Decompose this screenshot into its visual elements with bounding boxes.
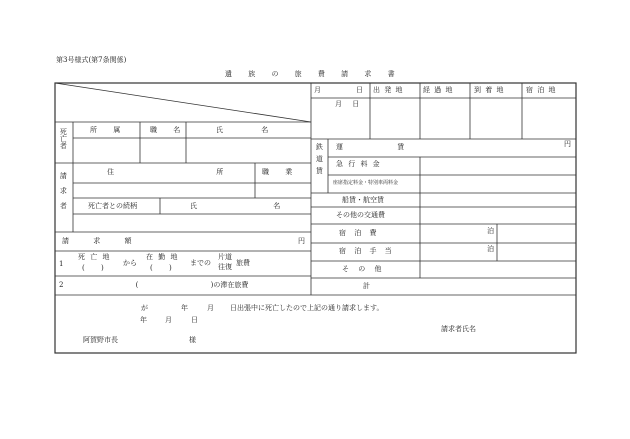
lodging-amount-field[interactable]: [498, 225, 575, 242]
row1-number: 1: [59, 260, 64, 268]
itinerary-stay-field[interactable]: [523, 99, 575, 138]
occupation-header: 職 業: [262, 168, 293, 176]
fare-label: 運 賃: [336, 143, 405, 151]
row2-stay-fare: 2 ( )の滞在旅費: [59, 281, 249, 289]
header-via: 経 過 地: [423, 86, 453, 94]
ship-air-fare-label: 船賃・航空賃: [342, 196, 384, 204]
date-year: 年: [140, 316, 147, 324]
other-transport-label: その他の交通費: [336, 211, 385, 219]
other-transport-field[interactable]: [421, 208, 575, 223]
lodging-haku-1: 泊: [487, 227, 494, 235]
reserved-seat-label: 座席指定料金・特別車両料金: [333, 180, 399, 186]
month-day-label: 月 日: [335, 100, 360, 108]
footer-month: 月: [207, 304, 214, 312]
date-day: 日: [191, 316, 198, 324]
deceased-post-field[interactable]: [141, 139, 185, 162]
claimant-name-label: 請求者氏名: [441, 325, 476, 333]
claimant-signature-field[interactable]: [485, 322, 570, 336]
reserved-seat-field[interactable]: [421, 176, 575, 192]
express-fee-label: 急 行 料 金: [336, 160, 380, 168]
address-header: 住 所: [107, 168, 224, 176]
relation-header: 死亡者との続柄: [88, 202, 137, 210]
row1-roundtrip[interactable]: 往復: [218, 263, 232, 271]
header-arrive: 到 着 地: [474, 86, 504, 94]
date-month: 月: [165, 316, 172, 324]
mayor-label: 阿賀野市長: [83, 336, 118, 344]
footer-statement: 日出張中に死亡したので上記の通り請求します。: [230, 304, 384, 312]
lodging-haku-2: 泊: [487, 245, 494, 253]
ship-air-fare-field[interactable]: [421, 194, 575, 206]
claimant-occupation-field[interactable]: [256, 184, 310, 197]
row1-death-place-paren: ( ): [82, 264, 104, 272]
row1-kara: から: [123, 259, 137, 267]
post-header: 職 名: [150, 126, 188, 134]
page-title: 遺 族 の 旅 費 請 求 書: [225, 70, 402, 78]
header-month: 月: [314, 86, 321, 94]
claimant-label: 請求者: [59, 172, 68, 217]
header-stay: 宿 泊 地: [526, 86, 556, 94]
fare-yen: 円: [564, 140, 571, 148]
row1-work-place-paren: ( ): [150, 264, 172, 272]
total-label: 計: [363, 282, 370, 290]
deceased-name-field[interactable]: [187, 139, 310, 162]
claim-amount-yen: 円: [298, 237, 305, 245]
row1-fare: 旅費: [236, 259, 250, 267]
itinerary-depart-field[interactable]: [371, 99, 419, 138]
deceased-label: 死亡者: [59, 128, 68, 149]
itinerary-via-field[interactable]: [421, 99, 469, 138]
row1-work-place: 在 勤 地: [146, 253, 178, 261]
lodging-allowance-nights-field[interactable]: [421, 244, 485, 260]
claim-amount-label: 請 求 額: [62, 237, 132, 245]
name-header: 氏 名: [216, 126, 269, 134]
itinerary-arrive-field[interactable]: [471, 99, 521, 138]
deceased-affiliation-field[interactable]: [74, 139, 139, 162]
rail-fare-label: 鉄道賃: [315, 143, 324, 179]
relation-field[interactable]: [74, 215, 159, 231]
row1-death-place: 死 亡 地: [78, 253, 110, 261]
footer-year: 年: [181, 304, 188, 312]
mayor-sama: 様: [189, 336, 196, 344]
header-day: 日: [356, 86, 363, 94]
fare-amount-field[interactable]: [421, 140, 575, 156]
express-fee-field[interactable]: [421, 158, 575, 174]
total-amount-field[interactable]: [421, 279, 575, 294]
others-label: そ の 他: [342, 265, 382, 273]
row1-made: までの: [190, 259, 211, 267]
itinerary-date-field[interactable]: [312, 112, 369, 138]
others-amount-field[interactable]: [421, 262, 575, 277]
lodging-allowance-amount-field[interactable]: [498, 244, 575, 260]
lodging-fee-label: 宿 泊 費: [339, 229, 377, 237]
row1-oneway[interactable]: 片道: [218, 253, 232, 261]
claimant-name-header: 氏 名: [190, 202, 281, 210]
header-depart: 出 発 地: [373, 86, 403, 94]
lodging-allowance-label: 宿 泊 手 当: [339, 247, 392, 255]
lodging-nights-field[interactable]: [421, 225, 485, 242]
footer-ga: が: [141, 304, 148, 312]
form-number: 第3号様式(第7条関係): [56, 56, 127, 64]
claimant-address-field[interactable]: [74, 184, 254, 197]
claimant-name-field[interactable]: [161, 215, 310, 231]
affiliation-header: 所 属: [90, 126, 128, 134]
claim-amount-field[interactable]: [150, 233, 295, 250]
